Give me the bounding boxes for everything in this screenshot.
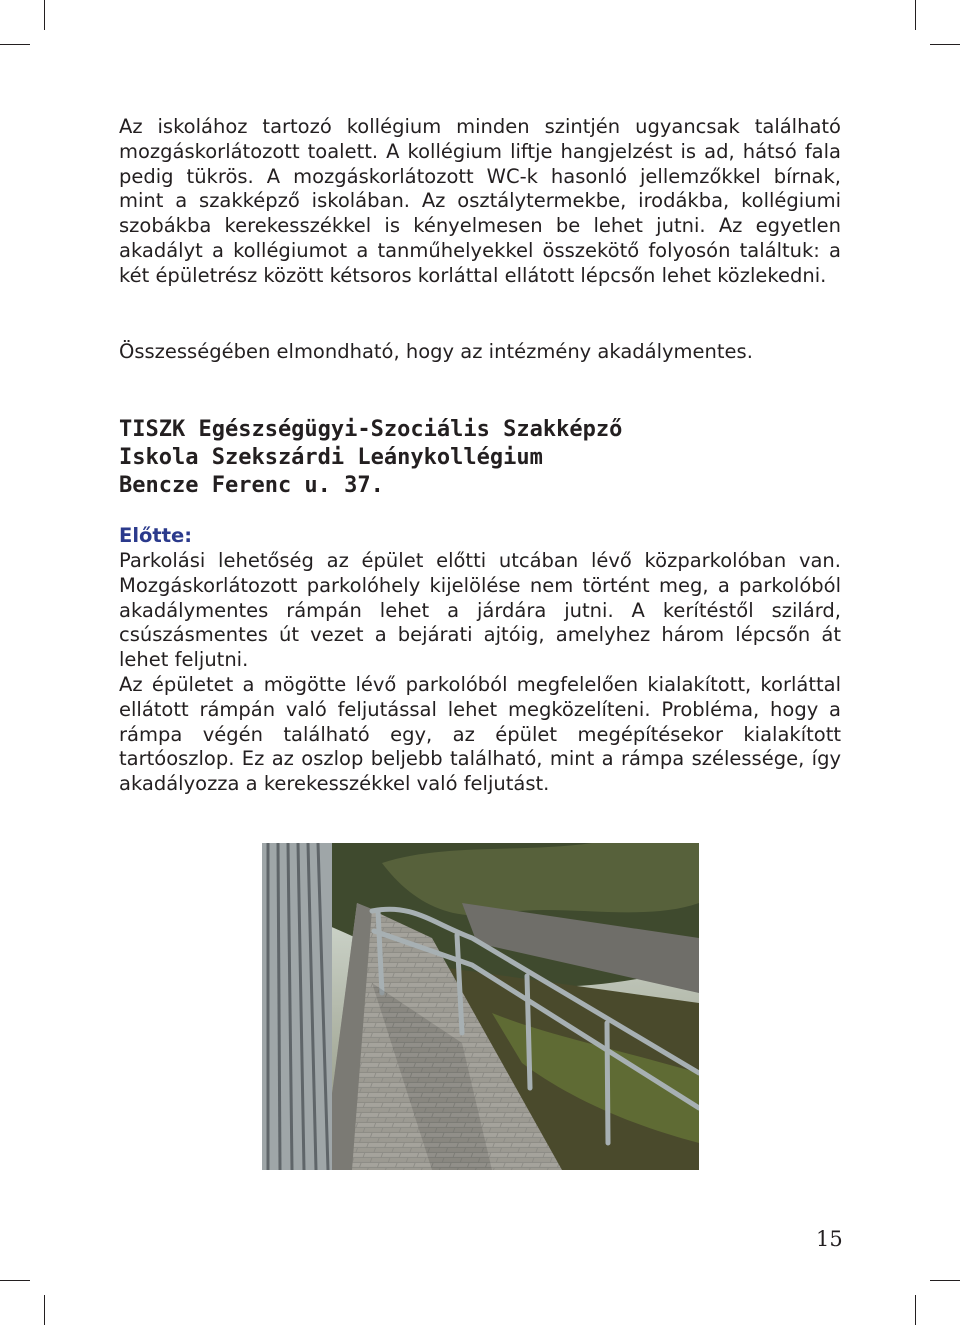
crop-mark bbox=[930, 44, 960, 45]
crop-mark bbox=[44, 1295, 45, 1325]
crop-mark bbox=[0, 1280, 30, 1281]
ramp-photo bbox=[262, 843, 699, 1170]
subheading: Előtte: bbox=[119, 524, 193, 547]
crop-mark bbox=[0, 44, 30, 45]
section-heading-line: Bencze Ferenc u. 37. bbox=[119, 473, 384, 498]
summary-paragraph: Összességében elmondható, hogy az intézmény akadálymentes. bbox=[119, 340, 753, 363]
crop-mark bbox=[930, 1280, 960, 1281]
section-heading-line: TISZK Egészségügyi-Szociális Szakképző bbox=[119, 417, 623, 442]
body-paragraph: Az iskolához tartozó kollégium minden szintjén ugyancsak található mozgáskorlátozott toalett. A kollégium liftje hangjelzést is ad, hátsó fala pedig tükrös. A mozgáskorlátozott WC-k hasonló jellemzőkkel bírnak, mint a szakképző iskolában. Az osztálytermekbe, irodákba, kollégiumi szobákba kerekesszékkel is kényelmesen be lehet jutni. Az egyetlen akadályt a kollégiumot a tanműhelyekkel összekötő folyosón találtuk: a két épületrész között kétsoros korláttal ellátott lépcsőn lehet közlekedni. bbox=[119, 115, 841, 287]
crop-mark bbox=[915, 1295, 916, 1325]
body-paragraph: Parkolási lehetőség az épület előtti utcában lévő közparkolóban van. Mozgáskorlátozott parkolóhely kijelölése nem történt meg, a parkolóból akadálymentes rámpán lehet a járdára jutni. A kerítéstől szilárd, csúszásmentes út vezet a bejárati ajtóig, amelyhez három lépcsőn át lehet feljutni. bbox=[119, 549, 841, 672]
crop-mark bbox=[915, 0, 916, 30]
crop-mark bbox=[44, 0, 45, 30]
section-heading-line: Iskola Szekszárdi Leánykollégium bbox=[119, 445, 543, 470]
ramp-illustration bbox=[262, 843, 699, 1170]
page-number: 15 bbox=[816, 1227, 843, 1251]
body-paragraph: Az épületet a mögötte lévő parkolóból megfelelően kialakított, korláttal ellátott rámpán való feljutással lehet megközelíteni. Probléma, hogy a rámpa végén található egy, az épület megépítésekor kialakított tartóoszlop. Ez az oszlop beljebb található, mint a rámpa szélessége, így akadályozza a kerekesszékkel való feljutást. bbox=[119, 673, 841, 796]
